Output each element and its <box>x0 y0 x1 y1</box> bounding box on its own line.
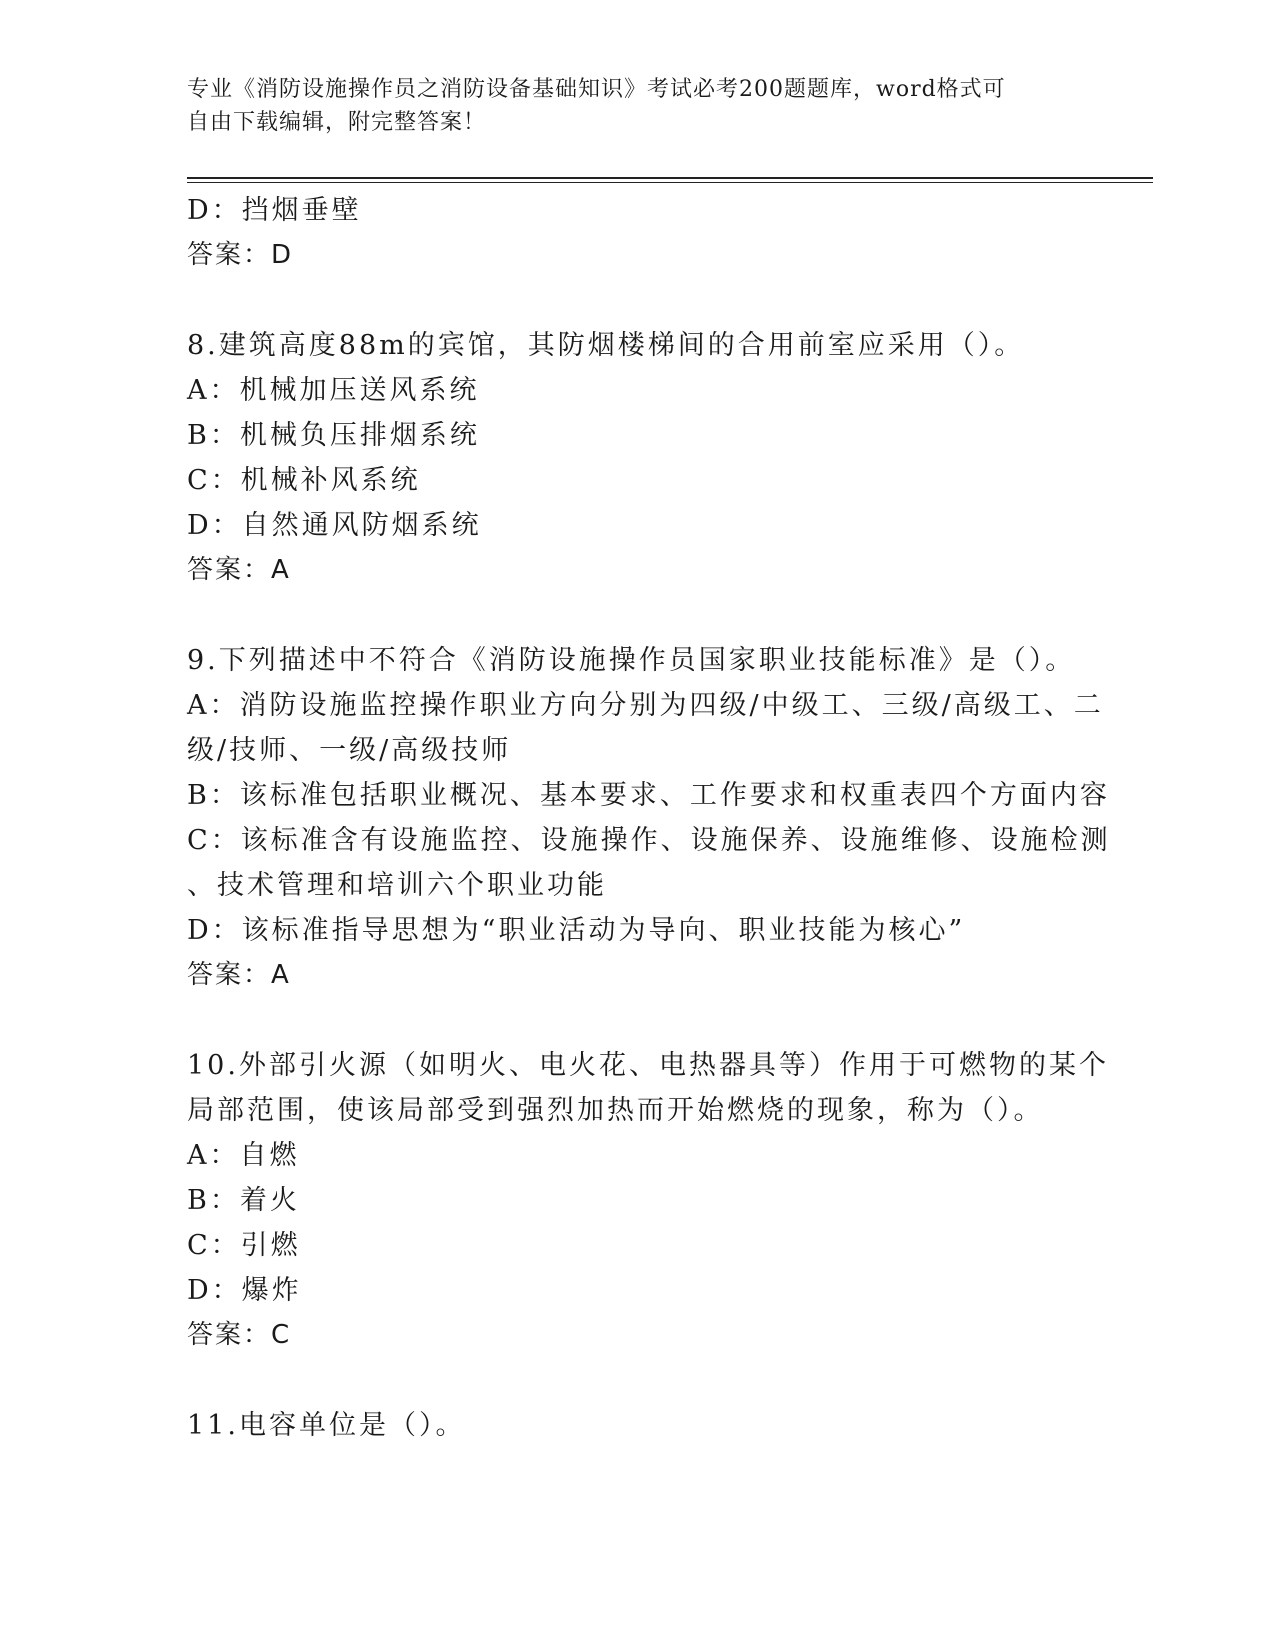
spacer <box>187 1358 1087 1403</box>
prev-answer: 答案：D <box>187 240 294 270</box>
question-8-option-c: C：机械补风系统 <box>187 465 421 496</box>
question-9-option-a-line-2: 级/技师、一级/高级技师 <box>187 735 512 766</box>
question-10-stem-line-1: 10.外部引火源（如明火、电火花、电热器具等）作用于可燃物的某个 <box>187 1050 1109 1081</box>
question-8-stem: 8.建筑高度88m的宾馆，其防烟楼梯间的合用前室应采用（）。 <box>187 330 1025 361</box>
question-9-answer: 答案：A <box>187 960 291 990</box>
question-10-option-d: D：爆炸 <box>187 1275 302 1306</box>
question-9-option-c-line-1: C：该标准含有设施监控、设施操作、设施保养、设施维修、设施检测 <box>187 825 1111 856</box>
prev-option-d: D：挡烟垂壁 <box>187 195 362 226</box>
question-content <box>187 188 1111 1448</box>
question-10-option-c: C：引燃 <box>187 1230 301 1261</box>
question-8-option-b: B：机械负压排烟系统 <box>187 420 480 451</box>
header-rule-thick <box>187 177 1153 179</box>
question-9-option-b: B：该标准包括职业概况、基本要求、工作要求和权重表四个方面内容 <box>187 780 1110 811</box>
header-line-1: 专业《消防设施操作员之消防设备基础知识》考试必考200题题库，word格式可 <box>187 77 1006 102</box>
spacer <box>187 998 1087 1043</box>
question-8-option-d: D：自然通风防烟系统 <box>187 510 482 541</box>
question-8-answer: 答案：A <box>187 555 291 585</box>
header-rule-thin <box>187 182 1153 183</box>
question-10-option-a: A：自燃 <box>187 1140 300 1171</box>
question-11-stem: 11.电容单位是（）。 <box>187 1410 466 1441</box>
question-10-option-b: B：着火 <box>187 1185 300 1216</box>
question-9-option-d: D：该标准指导思想为“职业活动为导向、职业技能为核心” <box>187 915 966 946</box>
question-8-option-a: A：机械加压送风系统 <box>187 375 480 406</box>
question-9-stem: 9.下列描述中不符合《消防设施操作员国家职业技能标准》是（）。 <box>187 645 1076 676</box>
question-9-option-a-line-1: A：消防设施监控操作职业方向分别为四级/中级工、三级/高级工、二 <box>187 690 1104 721</box>
question-10-answer: 答案：C <box>187 1320 292 1350</box>
header-line-2: 自由下载编辑，附完整答案！ <box>187 110 487 135</box>
question-9-option-c-line-2: 、技术管理和培训六个职业功能 <box>187 870 607 901</box>
spacer <box>187 593 1087 638</box>
spacer <box>187 278 1087 323</box>
page-header <box>187 73 1067 139</box>
question-10-stem-line-2: 局部范围，使该局部受到强烈加热而开始燃烧的现象，称为（）。 <box>187 1095 1044 1126</box>
